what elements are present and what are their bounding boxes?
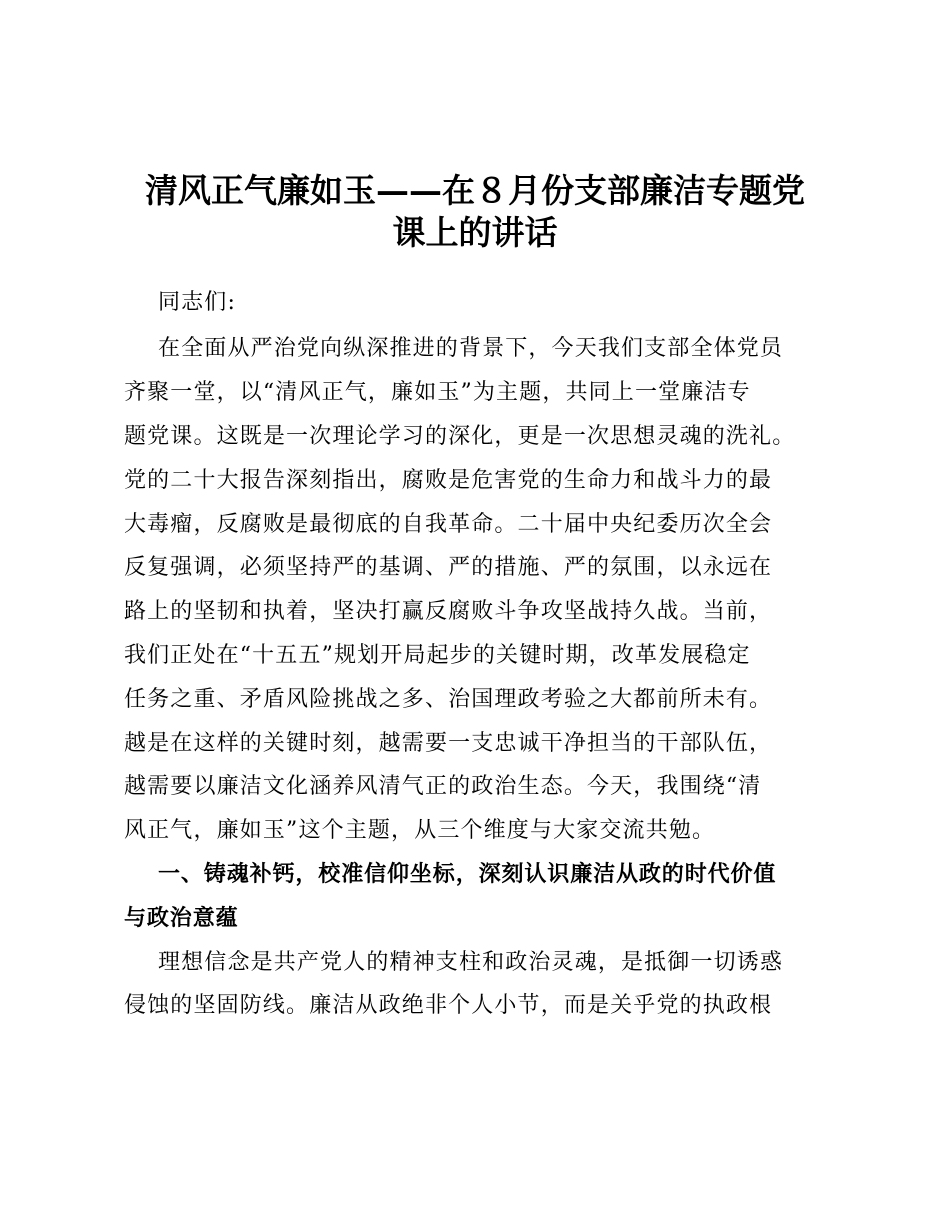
title-line-1: 清风正气廉如玉——在８月份支部廉洁专题党 [145,171,805,210]
paragraph-line: 齐聚一堂，以“清风正气，廉如玉”为主题，共同上一堂廉洁专 [124,380,751,405]
section-heading-line: 一、铸魂补钙，校准信仰坐标，深刻认识廉洁从政的时代价值 [158,862,777,887]
paragraph-line: 党的二十大报告深刻指出，腐败是危害党的生命力和战斗力的最 [124,468,773,493]
paragraph-line: 越是在这样的关键时刻，越需要一支忠诚干净担当的干部队伍， [124,731,773,756]
title-line-2: 课上的讲话 [392,213,558,252]
paragraph-line: 在全面从严治党向纵深推进的背景下，今天我们支部全体党员 [158,336,784,361]
paragraph-line: 侵蚀的坚固防线。廉洁从政绝非个人小节，而是关乎党的执政根 [124,993,773,1018]
paragraph-line: 理想信念是共产党人的精神支柱和政治灵魂，是抵御一切诱惑 [158,950,784,975]
paragraph-line: 越需要以廉洁文化涵养风清气正的政治生态。今天，我围绕“清 [124,774,762,799]
paragraph-line: 任务之重、矛盾风险挑战之多、治国理政考验之大都前所未有。 [124,687,773,712]
paragraph-line: 大毒瘤，反腐败是最彻底的自我革命。二十届中央纪委历次全会 [124,512,773,537]
paragraph-line: 风正气，廉如玉”这个主题，从三个维度与大家交流共勉。 [124,818,716,843]
paragraph-line: 题党课。这既是一次理论学习的深化，更是一次思想灵魂的洗礼。 [124,424,796,449]
salutation: 同志们: [158,290,237,315]
paragraph-line: 反复强调，必须坚持严的基调、严的措施、严的氛围，以永远在 [124,555,773,580]
paragraph-line: 我们正处在“十五五”规划开局起步的关键时期，改革发展稳定 [124,643,751,668]
document-title [130,170,820,254]
paragraph-line: 路上的坚韧和执着，坚决打赢反腐败斗争攻坚战持久战。当前， [124,599,773,624]
section-heading-line: 与政治意蕴 [124,906,239,931]
